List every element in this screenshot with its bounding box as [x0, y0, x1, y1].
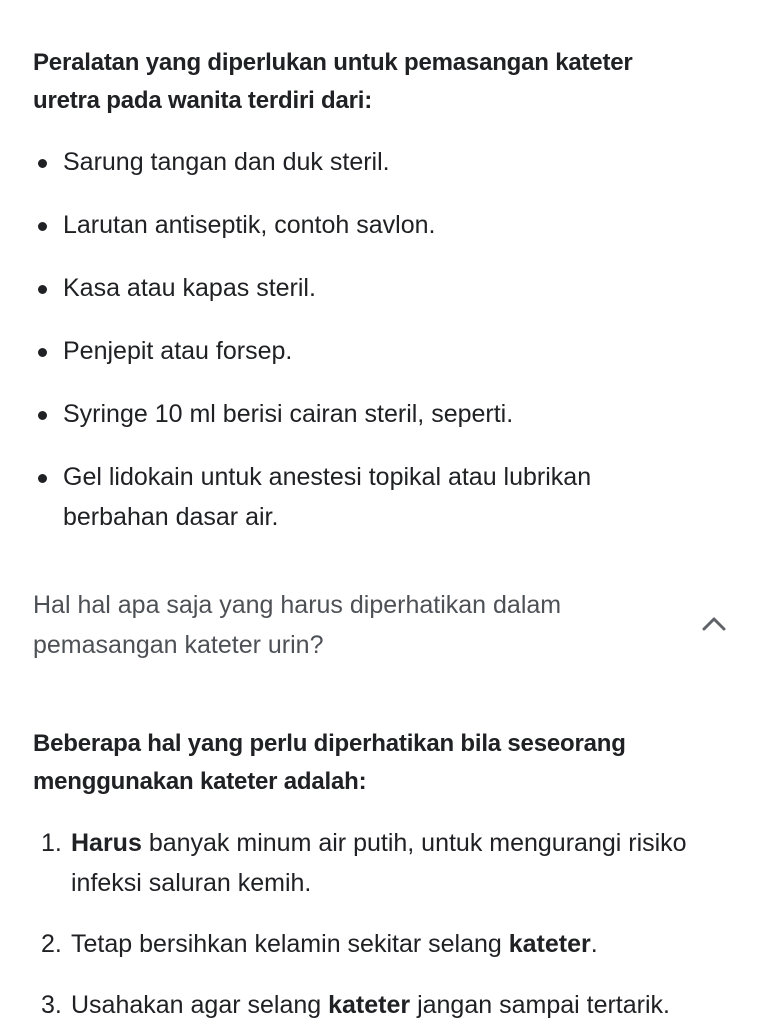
list-item [33, 331, 733, 371]
bullet-icon [38, 285, 47, 294]
equipment-list [33, 142, 733, 537]
bold-text: kateter [508, 930, 591, 958]
bold-text: kateter [328, 991, 411, 1019]
list-item-text: banyak minum air putih, untuk mengurangi risiko infeksi saluran kemih. [71, 829, 687, 897]
list-number: 2. [41, 930, 62, 958]
list-item [33, 394, 733, 434]
bullet-icon [38, 411, 47, 420]
section-heading: Beberapa hal yang perlu diperhatikan bila seseorang menggunakan kateter adalah: [33, 730, 626, 795]
list-item-text: Syringe 10 ml berisi cairan steril, seperti. [63, 400, 514, 428]
list-item [33, 268, 733, 308]
list-item-text: Sarung tangan dan duk steril. [63, 148, 390, 176]
answer-section-equipment [33, 44, 733, 537]
list-item-text: Larutan antiseptik, contoh savlon. [63, 211, 436, 239]
bullet-icon [38, 222, 47, 231]
bullet-icon [38, 159, 47, 168]
list-item-text-end: . [590, 930, 598, 958]
list-number: 1. [41, 829, 62, 857]
answer-section-tips [33, 725, 743, 1025]
bullet-icon [38, 474, 47, 483]
list-item [33, 457, 673, 537]
tips-list [33, 823, 743, 1025]
list-item-text: Kasa atau kapas steril. [63, 274, 316, 302]
section-heading: Peralatan yang diperlukan untuk pemasangan kateter uretra pada wanita terdiri dari: [33, 49, 633, 114]
list-item [33, 823, 711, 903]
list-item [33, 205, 733, 245]
list-item-text: Usahakan agar selang [71, 991, 329, 1019]
list-item-text-end: jangan sampai tertarik. [410, 991, 670, 1019]
list-item [33, 142, 733, 182]
list-item-text: Penjepit atau forsep. [63, 337, 293, 365]
list-item-text: Tetap bersihkan kelamin sekitar selang [71, 930, 509, 958]
bold-text: Harus [71, 829, 142, 857]
faq-question[interactable]: Hal hal apa saja yang harus diperhatikan dalam pemasangan kateter urin? [33, 591, 562, 659]
bullet-icon [38, 348, 47, 357]
list-item [33, 924, 743, 964]
chevron-up-icon[interactable] [700, 612, 728, 634]
list-item-text: Gel lidokain untuk anestesi topikal atau lubrikan berbahan dasar air. [63, 463, 592, 531]
list-number: 3. [41, 991, 62, 1019]
list-item [33, 985, 743, 1025]
